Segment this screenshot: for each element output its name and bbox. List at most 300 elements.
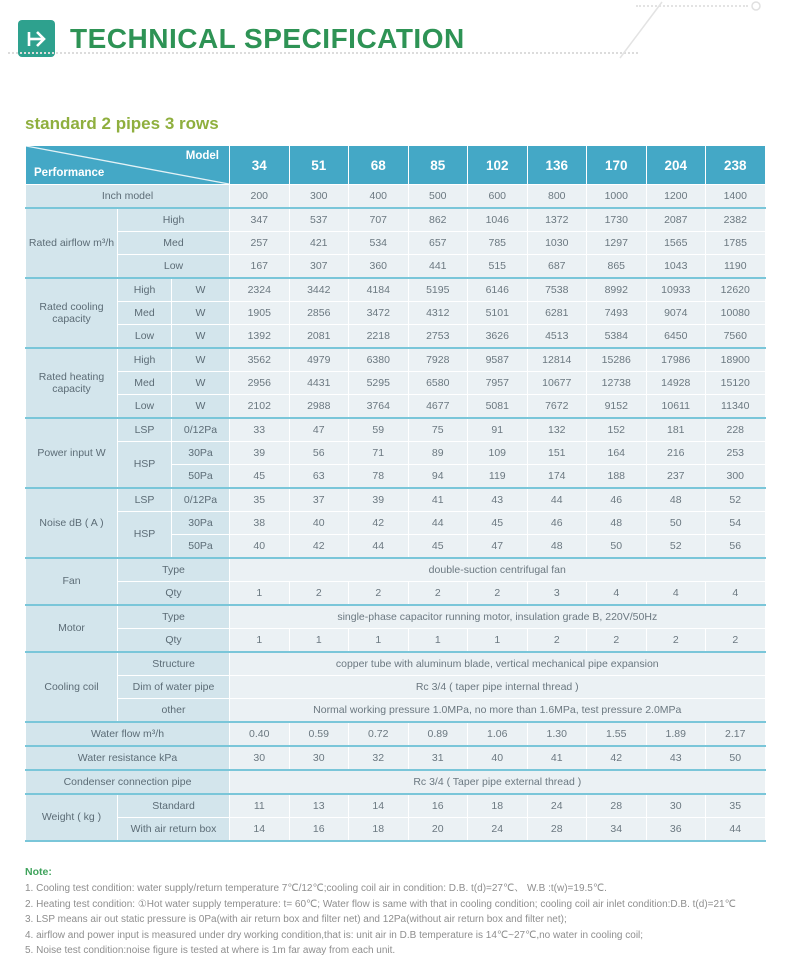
value-cell: 40: [230, 535, 290, 559]
model-header-cell: 238: [706, 146, 766, 185]
value-cell: 5101: [468, 302, 528, 325]
value-cell: 2218: [349, 325, 409, 349]
value-cell: 132: [527, 418, 587, 442]
row-label-cell: Cooling coil: [26, 652, 118, 722]
value-cell: 0.89: [408, 722, 468, 746]
row-label-cell: Motor: [26, 605, 118, 652]
value-cell: 2: [349, 582, 409, 606]
notes-heading: Note:: [25, 866, 52, 878]
value-cell: 862: [408, 208, 468, 232]
value-cell: 78: [349, 465, 409, 489]
table-row: [26, 699, 766, 723]
row-label-cell: With air return box: [118, 818, 230, 842]
value-cell: 1046: [468, 208, 528, 232]
value-cell: 32: [349, 746, 409, 770]
value-cell: 1: [408, 629, 468, 653]
value-cell: 3442: [289, 278, 349, 302]
table-row: [26, 348, 766, 372]
table-row: [26, 676, 766, 699]
value-cell: 59: [349, 418, 409, 442]
value-cell: 785: [468, 232, 528, 255]
value-cell: 421: [289, 232, 349, 255]
value-cell: 14928: [646, 372, 706, 395]
value-cell: 28: [527, 818, 587, 842]
value-cell: 30: [289, 746, 349, 770]
value-cell: 12814: [527, 348, 587, 372]
value-cell: 1730: [587, 208, 647, 232]
value-cell: 1: [230, 629, 290, 653]
value-cell: 36: [646, 818, 706, 842]
value-cell: 2.17: [706, 722, 766, 746]
table-row: [26, 605, 766, 629]
value-cell: 12620: [706, 278, 766, 302]
value-cell: 7672: [527, 395, 587, 419]
row-label-cell: Structure: [118, 652, 230, 676]
value-cell: 7928: [408, 348, 468, 372]
value-cell: 46: [587, 488, 647, 512]
row-label-cell: other: [118, 699, 230, 723]
value-cell: 24: [468, 818, 528, 842]
value-cell: 164: [587, 442, 647, 465]
value-cell: 40: [289, 512, 349, 535]
value-cell: 33: [230, 418, 290, 442]
value-cell: 167: [230, 255, 290, 279]
value-cell: 119: [468, 465, 528, 489]
table-row: [26, 770, 766, 794]
value-cell: 307: [289, 255, 349, 279]
row-label-cell: Low: [118, 395, 172, 419]
value-cell: 3562: [230, 348, 290, 372]
value-cell: 0.72: [349, 722, 409, 746]
table-row: [26, 652, 766, 676]
row-label-cell: 0/12Pa: [172, 418, 230, 442]
row-label-cell: Inch model: [26, 185, 230, 209]
value-cell: 151: [527, 442, 587, 465]
span-value-cell: copper tube with aluminum blade, vertical mechanical pipe expansion: [230, 652, 766, 676]
value-cell: 12738: [587, 372, 647, 395]
value-cell: 534: [349, 232, 409, 255]
value-cell: 2: [706, 629, 766, 653]
value-cell: 1190: [706, 255, 766, 279]
value-cell: 3: [527, 582, 587, 606]
model-header-cell: 85: [408, 146, 468, 185]
table-row: [26, 395, 766, 419]
value-cell: 253: [706, 442, 766, 465]
table-row: [26, 488, 766, 512]
row-label-cell: Type: [118, 558, 230, 582]
row-label-cell: W: [172, 278, 230, 302]
row-label-cell: 50Pa: [172, 535, 230, 559]
value-cell: 2: [587, 629, 647, 653]
model-header-cell: 68: [349, 146, 409, 185]
value-cell: 7957: [468, 372, 528, 395]
value-cell: 347: [230, 208, 290, 232]
value-cell: 45: [408, 535, 468, 559]
value-cell: 11340: [706, 395, 766, 419]
value-cell: 35: [706, 794, 766, 818]
value-cell: 6281: [527, 302, 587, 325]
model-header-cell: 170: [587, 146, 647, 185]
value-cell: 39: [230, 442, 290, 465]
span-value-cell: Rc 3/4 ( Taper pipe external thread ): [230, 770, 766, 794]
value-cell: 10677: [527, 372, 587, 395]
value-cell: 47: [289, 418, 349, 442]
value-cell: 4: [587, 582, 647, 606]
value-cell: 35: [230, 488, 290, 512]
value-cell: 47: [468, 535, 528, 559]
row-label-cell: Med: [118, 372, 172, 395]
value-cell: 6580: [408, 372, 468, 395]
value-cell: 4312: [408, 302, 468, 325]
value-cell: 10933: [646, 278, 706, 302]
value-cell: 228: [706, 418, 766, 442]
table-row: [26, 512, 766, 535]
value-cell: 500: [408, 185, 468, 209]
value-cell: 34: [587, 818, 647, 842]
table-row: [26, 325, 766, 349]
value-cell: 14: [230, 818, 290, 842]
value-cell: 9074: [646, 302, 706, 325]
section-subtitle: standard 2 pipes 3 rows: [25, 114, 219, 133]
value-cell: 17986: [646, 348, 706, 372]
value-cell: 56: [706, 535, 766, 559]
spec-table: [25, 145, 766, 842]
value-cell: 687: [527, 255, 587, 279]
value-cell: 1297: [587, 232, 647, 255]
row-label-cell: High: [118, 348, 172, 372]
value-cell: 865: [587, 255, 647, 279]
row-label-cell: HSP: [118, 512, 172, 559]
row-label-cell: High: [118, 278, 172, 302]
row-label-cell: LSP: [118, 418, 172, 442]
row-label-cell: W: [172, 395, 230, 419]
divider-dotted-line: [8, 52, 638, 54]
value-cell: 1565: [646, 232, 706, 255]
value-cell: 52: [646, 535, 706, 559]
value-cell: 43: [468, 488, 528, 512]
row-label-cell: 30Pa: [172, 512, 230, 535]
row-label-cell: Water flow m³/h: [26, 722, 230, 746]
value-cell: 4431: [289, 372, 349, 395]
table-row: [26, 278, 766, 302]
value-cell: 10080: [706, 302, 766, 325]
value-cell: 1400: [706, 185, 766, 209]
value-cell: 14: [349, 794, 409, 818]
value-cell: 237: [646, 465, 706, 489]
notes-section: [25, 866, 765, 959]
value-cell: 2988: [289, 395, 349, 419]
value-cell: 657: [408, 232, 468, 255]
value-cell: 4: [646, 582, 706, 606]
value-cell: 63: [289, 465, 349, 489]
value-cell: 54: [706, 512, 766, 535]
value-cell: 2: [468, 582, 528, 606]
row-label-cell: Condenser connection pipe: [26, 770, 230, 794]
value-cell: 45: [230, 465, 290, 489]
value-cell: 1.89: [646, 722, 706, 746]
value-cell: 50: [587, 535, 647, 559]
table-row: [26, 558, 766, 582]
value-cell: 181: [646, 418, 706, 442]
table-row: [26, 372, 766, 395]
row-label-cell: Low: [118, 255, 230, 279]
value-cell: 10611: [646, 395, 706, 419]
value-cell: 28: [587, 794, 647, 818]
corner-label-performance: Performance: [34, 167, 105, 179]
table-row: [26, 418, 766, 442]
value-cell: 30: [230, 746, 290, 770]
model-header-cell: 102: [468, 146, 528, 185]
model-header-cell: 34: [230, 146, 290, 185]
value-cell: 174: [527, 465, 587, 489]
value-cell: 89: [408, 442, 468, 465]
row-label-cell: Fan: [26, 558, 118, 605]
value-cell: 2081: [289, 325, 349, 349]
value-cell: 4184: [349, 278, 409, 302]
value-cell: 38: [230, 512, 290, 535]
value-cell: 2: [646, 629, 706, 653]
value-cell: 6146: [468, 278, 528, 302]
value-cell: 44: [408, 512, 468, 535]
value-cell: 56: [289, 442, 349, 465]
note-item: 5. Noise test condition:noise figure is tested at where is 1m far away from each unit.: [25, 945, 396, 956]
value-cell: 16: [289, 818, 349, 842]
value-cell: 9152: [587, 395, 647, 419]
value-cell: 0.40: [230, 722, 290, 746]
value-cell: 152: [587, 418, 647, 442]
corner-label-model: Model: [185, 150, 220, 162]
span-value-cell: single-phase capacitor running motor, insulation grade B, 220V/50Hz: [230, 605, 766, 629]
value-cell: 18900: [706, 348, 766, 372]
row-label-cell: 30Pa: [172, 442, 230, 465]
table-header-row: [26, 146, 766, 185]
spec-table-body: [26, 185, 766, 842]
value-cell: 5081: [468, 395, 528, 419]
value-cell: 4: [706, 582, 766, 606]
row-label-cell: Med: [118, 302, 172, 325]
value-cell: 2753: [408, 325, 468, 349]
value-cell: 30: [646, 794, 706, 818]
value-cell: 400: [349, 185, 409, 209]
value-cell: 5384: [587, 325, 647, 349]
row-label-cell: Rated heating capacity: [26, 348, 118, 418]
value-cell: 300: [289, 185, 349, 209]
row-label-cell: 0/12Pa: [172, 488, 230, 512]
row-label-cell: Dim of water pipe: [118, 676, 230, 699]
row-label-cell: Weight ( kg ): [26, 794, 118, 841]
value-cell: 200: [230, 185, 290, 209]
value-cell: 707: [349, 208, 409, 232]
table-row: [26, 255, 766, 279]
table-row: [26, 232, 766, 255]
span-value-cell: Rc 3/4 ( taper pipe internal thread ): [230, 676, 766, 699]
value-cell: 48: [587, 512, 647, 535]
value-cell: 1000: [587, 185, 647, 209]
value-cell: 1: [289, 629, 349, 653]
row-label-cell: Noise dB ( A ): [26, 488, 118, 558]
value-cell: 216: [646, 442, 706, 465]
row-label-cell: Type: [118, 605, 230, 629]
corner-decoration: [600, 0, 790, 60]
value-cell: 537: [289, 208, 349, 232]
value-cell: 600: [468, 185, 528, 209]
table-row: [26, 722, 766, 746]
note-item: 1. Cooling test condition: water supply/return temperature 7℃/12℃;cooling coil air in condition: D.B. t(d)=27℃、 W.B :t(w)=19.5℃.: [25, 883, 607, 894]
row-label-cell: W: [172, 325, 230, 349]
note-item: 3. LSP means air out static pressure is 0Pa(with air return box and filter net) and 12Pa(without air return box and filter net);: [25, 914, 567, 925]
value-cell: 48: [527, 535, 587, 559]
row-label-cell: Standard: [118, 794, 230, 818]
value-cell: 42: [289, 535, 349, 559]
value-cell: 2102: [230, 395, 290, 419]
row-label-cell: Rated cooling capacity: [26, 278, 118, 348]
value-cell: 71: [349, 442, 409, 465]
value-cell: 6450: [646, 325, 706, 349]
value-cell: 3626: [468, 325, 528, 349]
value-cell: 4513: [527, 325, 587, 349]
value-cell: 1: [230, 582, 290, 606]
value-cell: 2: [408, 582, 468, 606]
value-cell: 40: [468, 746, 528, 770]
value-cell: 3764: [349, 395, 409, 419]
table-row: [26, 746, 766, 770]
value-cell: 50: [646, 512, 706, 535]
value-cell: 3472: [349, 302, 409, 325]
value-cell: 1: [349, 629, 409, 653]
value-cell: 13: [289, 794, 349, 818]
value-cell: 800: [527, 185, 587, 209]
row-label-cell: High: [118, 208, 230, 232]
value-cell: 2: [527, 629, 587, 653]
value-cell: 8992: [587, 278, 647, 302]
value-cell: 1.55: [587, 722, 647, 746]
value-cell: 18: [468, 794, 528, 818]
row-label-cell: W: [172, 302, 230, 325]
row-label-cell: Power input W: [26, 418, 118, 488]
note-item: 4. airflow and power input is measured under dry working condition,that is: unit air in D.B temperature is 14℃~27℃,no water in cooling coil;: [25, 929, 644, 941]
page-title: TECHNICAL SPECIFICATION: [70, 22, 465, 54]
model-header-cell: 136: [527, 146, 587, 185]
value-cell: 20: [408, 818, 468, 842]
value-cell: 2324: [230, 278, 290, 302]
table-row: [26, 629, 766, 653]
row-label-cell: Qty: [118, 582, 230, 606]
value-cell: 91: [468, 418, 528, 442]
value-cell: 4979: [289, 348, 349, 372]
value-cell: 45: [468, 512, 528, 535]
value-cell: 7560: [706, 325, 766, 349]
value-cell: 1.06: [468, 722, 528, 746]
value-cell: 16: [408, 794, 468, 818]
table-row: [26, 302, 766, 325]
value-cell: 94: [408, 465, 468, 489]
value-cell: 44: [527, 488, 587, 512]
page-header: [0, 0, 790, 80]
table-row: [26, 582, 766, 606]
value-cell: 5195: [408, 278, 468, 302]
value-cell: 42: [349, 512, 409, 535]
value-cell: 2: [289, 582, 349, 606]
value-cell: 75: [408, 418, 468, 442]
corner-header-cell: [26, 146, 230, 185]
value-cell: 7538: [527, 278, 587, 302]
value-cell: 1392: [230, 325, 290, 349]
value-cell: 41: [408, 488, 468, 512]
value-cell: 43: [646, 746, 706, 770]
value-cell: 1785: [706, 232, 766, 255]
table-row: [26, 185, 766, 209]
value-cell: 0.59: [289, 722, 349, 746]
value-cell: 48: [646, 488, 706, 512]
value-cell: 11: [230, 794, 290, 818]
value-cell: 9587: [468, 348, 528, 372]
value-cell: 1200: [646, 185, 706, 209]
row-label-cell: LSP: [118, 488, 172, 512]
value-cell: 2956: [230, 372, 290, 395]
row-label-cell: Water resistance kPa: [26, 746, 230, 770]
value-cell: 188: [587, 465, 647, 489]
value-cell: 360: [349, 255, 409, 279]
row-label-cell: Low: [118, 325, 172, 349]
span-value-cell: double-suction centrifugal fan: [230, 558, 766, 582]
value-cell: 15120: [706, 372, 766, 395]
value-cell: 44: [706, 818, 766, 842]
value-cell: 300: [706, 465, 766, 489]
value-cell: 24: [527, 794, 587, 818]
value-cell: 2087: [646, 208, 706, 232]
value-cell: 1905: [230, 302, 290, 325]
value-cell: 31: [408, 746, 468, 770]
value-cell: 41: [527, 746, 587, 770]
table-row: [26, 208, 766, 232]
value-cell: 37: [289, 488, 349, 512]
model-header-cell: 204: [646, 146, 706, 185]
value-cell: 50: [706, 746, 766, 770]
row-label-cell: W: [172, 348, 230, 372]
row-label-cell: HSP: [118, 442, 172, 489]
value-cell: 39: [349, 488, 409, 512]
value-cell: 109: [468, 442, 528, 465]
value-cell: 6380: [349, 348, 409, 372]
value-cell: 1030: [527, 232, 587, 255]
note-item: 2. Heating test condition: ①Hot water supply temperature: t= 60℃; Water flow is same with that in cooling condition; cooling coil air inlet condition:D.B. t(d)=21℃: [25, 898, 736, 910]
value-cell: 15286: [587, 348, 647, 372]
value-cell: 42: [587, 746, 647, 770]
value-cell: 1372: [527, 208, 587, 232]
table-row: [26, 442, 766, 465]
value-cell: 1: [468, 629, 528, 653]
row-label-cell: Med: [118, 232, 230, 255]
table-row: [26, 818, 766, 842]
value-cell: 2382: [706, 208, 766, 232]
row-label-cell: W: [172, 372, 230, 395]
value-cell: 46: [527, 512, 587, 535]
value-cell: 44: [349, 535, 409, 559]
value-cell: 257: [230, 232, 290, 255]
span-value-cell: Normal working pressure 1.0MPa, no more than 1.6MPa, test pressure 2.0MPa: [230, 699, 766, 723]
value-cell: 1043: [646, 255, 706, 279]
table-row: [26, 794, 766, 818]
value-cell: 18: [349, 818, 409, 842]
row-label-cell: 50Pa: [172, 465, 230, 489]
row-label-cell: Rated airflow m³/h: [26, 208, 118, 278]
value-cell: 4677: [408, 395, 468, 419]
value-cell: 515: [468, 255, 528, 279]
row-label-cell: Qty: [118, 629, 230, 653]
model-header-cell: 51: [289, 146, 349, 185]
value-cell: 2856: [289, 302, 349, 325]
value-cell: 1.30: [527, 722, 587, 746]
